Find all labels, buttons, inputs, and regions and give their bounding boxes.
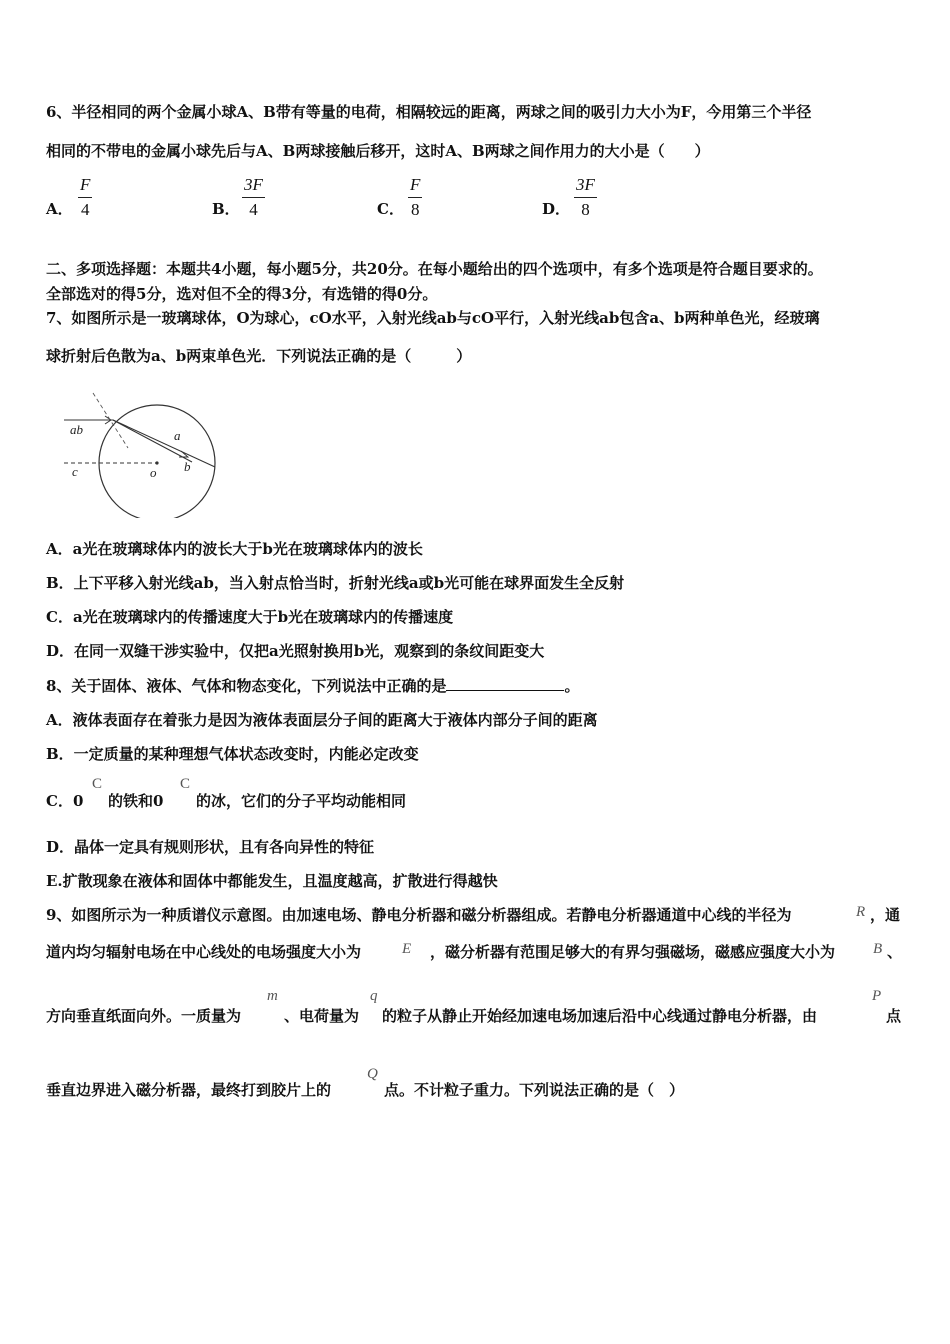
q7-option-a: A．a光在玻璃球体内的波长大于b光在玻璃球体内的波长 — [46, 540, 423, 558]
label-ab: ab — [70, 422, 83, 437]
q6-option-a-fraction — [78, 175, 92, 220]
label-o: o — [150, 465, 157, 480]
q7-stem-line2: 球折射后色散为a、b两束单色光．下列说法正确的是（ ） — [46, 347, 472, 365]
q9-stem-line4: 垂直边界进入磁分析器，最终打到胶片上的 — [46, 1081, 332, 1099]
fraction-numerator: 3F — [242, 175, 265, 198]
symbol-q-point: Q — [367, 1066, 378, 1082]
refracted-ray-a — [113, 420, 215, 467]
fraction-numerator: F — [78, 175, 92, 198]
q8-stem — [46, 675, 579, 696]
q9-stem-line2: 道内均匀辐射电场在中心线处的电场强度大小为 — [46, 943, 362, 961]
q6-stem-line2: 相同的不带电的金属小球先后与A、B两球接触后移开，这时A、B两球之间作用力的大小是（ ） — [46, 142, 710, 160]
fraction-numerator: F — [408, 175, 422, 198]
symbol-q: q — [370, 988, 378, 1004]
celsius-unit: C — [92, 776, 103, 792]
q9-stem-line2-middle: ，磁分析器有范围足够大的有界匀强磁场，磁感应强度大小为 — [430, 943, 836, 961]
q6-option-d-label: D． — [542, 200, 571, 218]
q6-stem-line1: 6、半径相同的两个金属小球A、B带有等量的电荷，相隔较远的距离，两球之间的吸引力大小为F，今用第三个半径 — [46, 103, 812, 121]
q8-option-c-middle: 的铁和0 — [108, 792, 164, 810]
q7-option-d: D．在同一双缝干涉实验中，仅把a光照射换用b光，观察到的条纹间距变大 — [46, 642, 545, 660]
q6-option-b-fraction — [242, 175, 265, 220]
q9-stem-line1: 9、如图所示为一种质谱仪示意图。由加速电场、静电分析器和磁分析器组成。若静电分析器通道中心线的半径为 — [46, 906, 792, 924]
q6-option-d-fraction — [574, 175, 597, 220]
q9-stem-line3-b: 、电荷量为 — [284, 1007, 360, 1025]
q6-option-c-label: C． — [377, 200, 404, 218]
q7-option-c: C．a光在玻璃球内的传播速度大于b光在玻璃球内的传播速度 — [46, 608, 454, 626]
q8-option-a: A．液体表面存在着张力是因为液体表面层分子间的距离大于液体内部分子间的距离 — [46, 711, 598, 729]
symbol-m: m — [267, 988, 278, 1004]
q9-stem-line3-end: 点 — [886, 1007, 902, 1025]
q9-stem-line4-end: 点。不计粒子重力。下列说法正确的是（ ） — [384, 1081, 685, 1099]
q6-option-c-fraction — [408, 175, 422, 220]
q8-option-e: E.扩散现象在液体和固体中都能发生，且温度越高，扩散进行得越快 — [46, 872, 498, 890]
q8-option-c-suffix: 的冰，它们的分子平均动能相同 — [196, 792, 407, 810]
section2-heading-line1: 二、多项选择题：本题共4小题，每小题5分，共20分。在每小题给出的四个选项中，有多个选项是符合题目要求的。 — [46, 260, 823, 278]
symbol-e: E — [402, 941, 412, 957]
q9-stem-line3-c: 的粒子从静止开始经加速电场加速后沿中心线通过静电分析器，由 — [382, 1007, 818, 1025]
section2-heading-line2: 全部选对的得5分，选对但不全的得3分，有选错的得0分。 — [46, 285, 438, 303]
label-c: c — [72, 464, 78, 479]
symbol-b: B — [873, 941, 883, 957]
fraction-numerator: 3F — [574, 175, 597, 198]
fraction-denominator: 4 — [80, 200, 90, 219]
label-b: b — [184, 459, 191, 474]
q7-stem-line1: 7、如图所示是一玻璃球体，O为球心，cO水平，入射光线ab与cO平行，入射光线ab包含a、b两种单色光，经玻璃 — [46, 309, 820, 327]
q8-stem-end: 。 — [564, 677, 580, 695]
q8-option-b: B．一定质量的某种理想气体状态改变时，内能必定改变 — [46, 745, 419, 763]
q9-stem-line2-end: 、 — [887, 943, 903, 961]
label-a: a — [174, 428, 181, 443]
symbol-r: R — [856, 904, 866, 920]
q8-stem-text: 8、关于固体、液体、气体和物态变化，下列说法中正确的是 — [46, 677, 447, 695]
q6-option-a-label: A． — [46, 200, 73, 218]
q8-option-c-prefix: C．0 — [46, 792, 84, 810]
q9-stem-line1-end: ，通 — [870, 906, 901, 924]
fraction-denominator: 8 — [410, 200, 420, 219]
q6-option-b-label: B． — [212, 200, 240, 218]
symbol-p: P — [872, 988, 882, 1004]
q7-option-b: B．上下平移入射光线ab，当入射点恰当时，折射光线a或b光可能在球界面发生全反射 — [46, 574, 625, 592]
celsius-unit: C — [180, 776, 191, 792]
answer-blank — [446, 676, 564, 691]
fraction-denominator: 4 — [249, 200, 258, 219]
q9-stem-line3: 方向垂直纸面向外。一质量为 — [46, 1007, 242, 1025]
fraction-denominator: 8 — [581, 200, 590, 219]
q8-option-d: D．晶体一定具有规则形状，且有各向异性的特征 — [46, 838, 375, 856]
glass-sphere-figure — [58, 388, 223, 518]
